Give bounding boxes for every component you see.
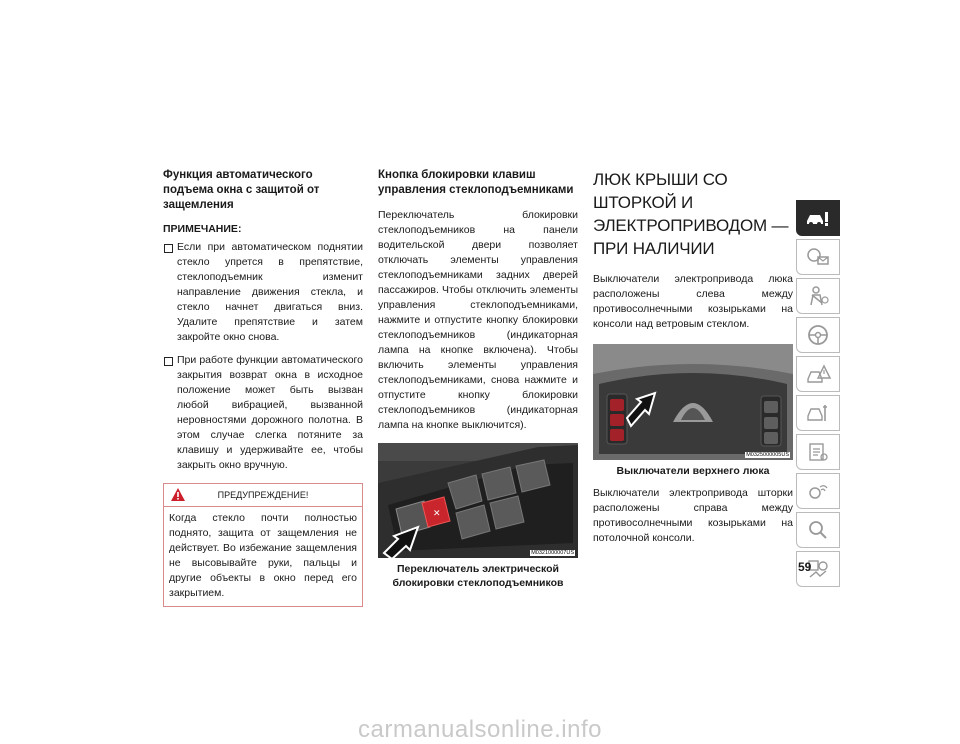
figure-caption: Переключатель электрической блокировки стеклоподъемников (392, 563, 564, 589)
section-heading-sunroof: ЛЮК КРЫШИ СО ШТОРКОЙ И ЭЛЕКТРОПРИВОДОМ — ПРИ НАЛИЧИИ (593, 170, 789, 258)
tab-specs[interactable] (796, 434, 840, 470)
tab-emergency[interactable] (796, 356, 840, 392)
tab-driving[interactable] (796, 317, 840, 353)
steering-wheel-icon (806, 323, 830, 347)
tab-safety[interactable] (796, 278, 840, 314)
svg-text:✕: ✕ (433, 509, 441, 519)
shade-switch-description: Выключатели электропривода шторки расположены справа между противосолнечными козырьками на потолочной консоли. (593, 487, 793, 544)
right-column (593, 168, 793, 546)
tab-messages[interactable] (796, 239, 840, 275)
emergency-icon (805, 363, 831, 385)
bullet-box-icon (164, 244, 173, 253)
specs-icon (806, 441, 830, 463)
note-item: При работе функции автоматического закрытия возврат окна в исходное положение может быть вызван любой вибрацией, вызванной неровностями дорожного полотна. В этом случае слегка потяните за клавишу и удерживайте ее, чтобы закрыть окно вручную. (163, 353, 363, 473)
tab-service[interactable] (796, 395, 840, 431)
warning-triangle-icon (170, 487, 186, 502)
window-lock-switch-figure (378, 443, 578, 558)
section-heading-lock-button: Кнопка блокировки клавиш управления стеклоподъемниками (378, 169, 574, 196)
figure-code: M0325000005US (746, 452, 789, 458)
message-icon (806, 247, 830, 267)
search-icon (806, 518, 830, 542)
warning-box (163, 483, 363, 607)
window-switch-panel-image (378, 443, 578, 558)
note-item: Если при автоматическом поднятии стекло упрется в препятствие, стеклоподъемник изменит направление движения стекла, и стекло начнет двигаться вниз. Удалите препятствие и затем закройте окно снова. (163, 240, 363, 345)
seatbelt-icon (806, 285, 830, 307)
sunroof-switch-description: Выключатели электропривода люка расположены слева между противосолнечными козырьками на консоли над ветровым стеклом. (593, 273, 793, 330)
warning-header (164, 484, 362, 507)
overhead-console-image (593, 344, 793, 460)
middle-column (378, 168, 578, 590)
tab-multimedia[interactable] (796, 473, 840, 509)
warning-text: Когда стекло почти полностью поднято, защита от защемления не действует. Во избежание защемления не высовывайте руки, пальцы и другие объекты в окно перед его закрытием. (169, 512, 357, 599)
figure-code: M0321000007US (531, 550, 574, 556)
left-column (163, 168, 363, 607)
lock-button-description: Переключатель блокировки стеклоподъемников на панели водительской двери позволяет отключать элементы управления стеклоподъемниками задних дверей пассажиров. Чтобы отключить элементы управления стеклоподъемниками, нажмите и отпустите кнопку блокировки стеклоподъемников (индикаторная лампа на кнопке включена). Чтобы включить элементы управления стеклоподъемниками, снова нажмите и отпустите кнопку блокировки стеклоподъемников (индикаторная лампа на кнопке выключится). (378, 209, 578, 431)
watermark: carmanualsonline.info (358, 716, 602, 743)
bullet-box-icon (164, 357, 173, 366)
car-info-icon (805, 209, 831, 227)
section-heading-auto-up: Функция автоматического подъема окна с защитой от защемления (163, 169, 320, 211)
note-label: ПРИМЕЧАНИЕ: (163, 223, 242, 235)
tab-car-info[interactable] (796, 200, 840, 236)
note-list (163, 240, 363, 473)
service-icon (805, 402, 831, 424)
multimedia-icon (806, 480, 830, 502)
warning-title: ПРЕДУПРЕЖДЕНИЕ! (217, 490, 309, 500)
chapter-tabs (796, 200, 842, 590)
page-number: 59 (798, 560, 812, 574)
overhead-console-figure (593, 344, 793, 460)
tab-search[interactable] (796, 512, 840, 548)
figure-caption: Выключатели верхнего люка (616, 465, 770, 477)
